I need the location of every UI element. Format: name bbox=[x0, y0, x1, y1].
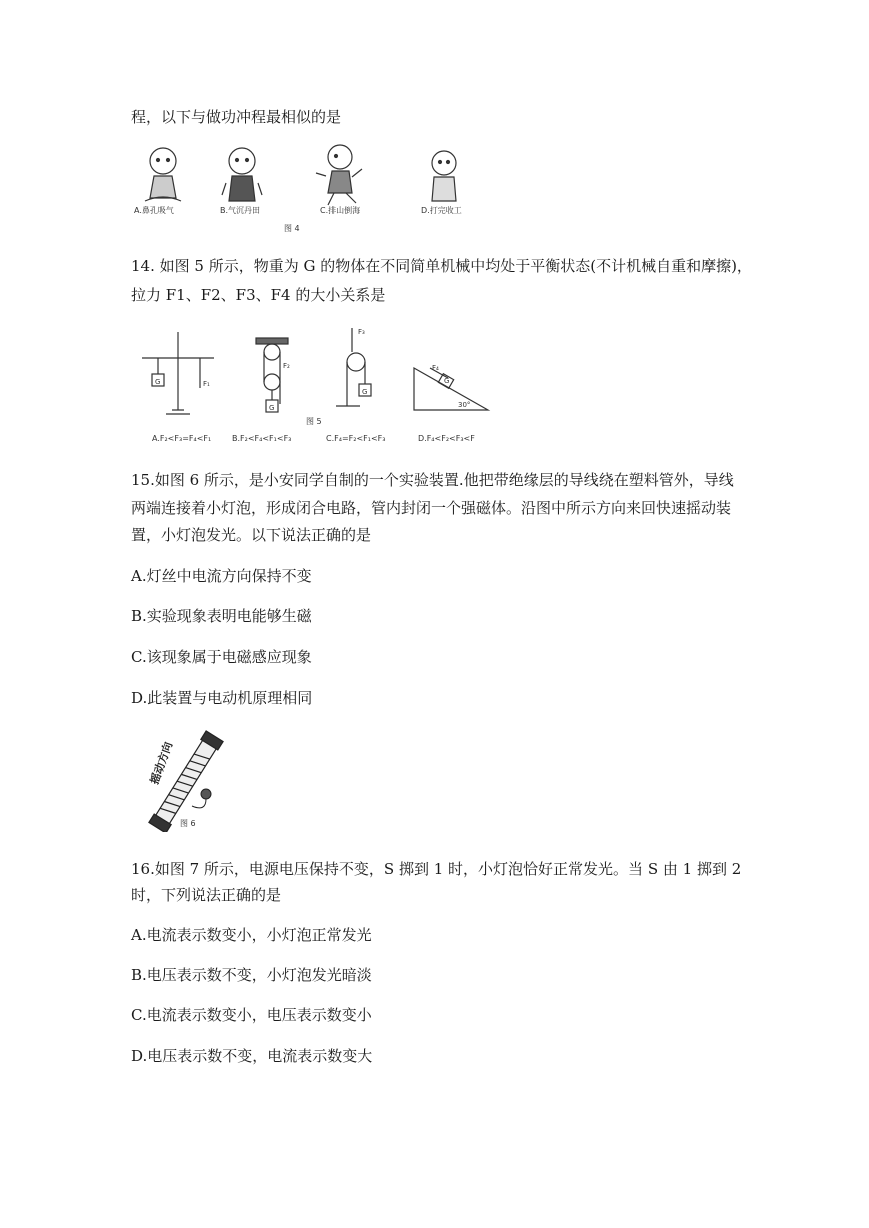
figure-5-lever bbox=[142, 332, 214, 414]
figure-4 bbox=[130, 143, 490, 235]
figure-4-illustrations bbox=[130, 143, 490, 213]
question-15-option-b: B.实验现象表明电能够生磁 bbox=[131, 607, 312, 625]
figure-5-incline bbox=[414, 364, 488, 410]
figure-4-child-d bbox=[432, 151, 456, 201]
figure-5-lever-weight-label: G bbox=[155, 378, 161, 386]
question-15-option-d: D.此装置与电动机原理相同 bbox=[131, 689, 313, 707]
figure-5-pulley-system bbox=[256, 338, 290, 412]
question-15-option-a: A.灯丝中电流方向保持不变 bbox=[131, 567, 312, 585]
figure-4-child-c bbox=[316, 145, 362, 205]
question-16-line-1: 16.如图 7 所示，电源电压保持不变，S 掷到 1 时，小灯泡恰好正常发光。当 S 由 1 掷到 2 bbox=[131, 860, 742, 878]
figure-4-child-b bbox=[222, 148, 262, 201]
question-16-option-a: A.电流表示数变小，小灯泡正常发光 bbox=[131, 926, 372, 944]
figure-5-fixed-pulley bbox=[336, 328, 371, 406]
figure-5-incline-weight-label: G bbox=[444, 377, 450, 385]
figure-4-option-b: B.气沉丹田 bbox=[220, 206, 261, 215]
question-15-line-3: 置，小灯泡发光。以下说法正确的是 bbox=[131, 526, 372, 544]
figure-5-f1-label: F₁ bbox=[203, 380, 210, 388]
figure-5-machines bbox=[138, 322, 498, 430]
figure-5-option-a: A.F₂<F₃=F₄<F₁ bbox=[152, 434, 212, 443]
question-15-option-c: C.该现象属于电磁感应现象 bbox=[131, 648, 312, 666]
question-15-line-1: 15.如图 6 所示，是小安同学自制的一个实验装置.他把带绝缘层的导线绕在塑料管外，导线 bbox=[131, 471, 734, 489]
figure-6-coil-device bbox=[130, 728, 230, 832]
figure-5-option-c: C.F₄=F₂<F₁<F₃ bbox=[326, 434, 386, 443]
figure-4-option-a: A.鼻孔吸气 bbox=[134, 206, 174, 215]
question-16-option-d: D.电压表示数不变，电流表示数变大 bbox=[131, 1047, 373, 1065]
figure-5-angle-label: 30° bbox=[458, 401, 471, 409]
figure-5-pulley-weight-label: G bbox=[269, 404, 275, 412]
figure-5 bbox=[138, 322, 498, 447]
figure-6-shake-direction-label: 摇动方向 bbox=[147, 740, 176, 787]
figure-5-f4-label: F₄ bbox=[432, 364, 439, 372]
figure-6 bbox=[130, 728, 230, 832]
question-13-continuation: 程，以下与做功冲程最相似的是 bbox=[131, 108, 342, 126]
question-15-line-2: 两端连接着小灯泡，形成闭合电路，管内封闭一个强磁体。沿图中所示方向来回快速摇动装 bbox=[131, 499, 732, 517]
figure-5-f3-label: F₃ bbox=[358, 328, 365, 336]
figure-6-caption: 图 6 bbox=[180, 819, 196, 828]
question-16-option-b: B.电压表示数不变，小灯泡发光暗淡 bbox=[131, 966, 372, 984]
figure-5-fixed-weight-label: G bbox=[362, 388, 368, 396]
figure-5-option-d: D.F₄<F₂<F₃<F bbox=[418, 434, 475, 443]
figure-5-option-b: B.F₂<F₄<F₁<F₃ bbox=[232, 434, 292, 443]
question-16-option-c: C.电流表示数变小，电压表示数变小 bbox=[131, 1006, 372, 1024]
figure-4-caption: 图 4 bbox=[284, 224, 300, 233]
figure-4-option-c: C.排山倒海 bbox=[320, 206, 361, 215]
figure-5-caption: 图 5 bbox=[306, 417, 322, 426]
figure-4-child-a bbox=[145, 148, 181, 201]
question-16-line-2: 时，下列说法正确的是 bbox=[131, 886, 282, 904]
question-14-line-1: 14. 如图 5 所示，物重为 G 的物体在不同简单机械中均处于平衡状态(不计机械自重和摩擦)， bbox=[131, 257, 752, 275]
figure-5-f2-label: F₂ bbox=[283, 362, 290, 370]
figure-4-option-d: D.打完收工 bbox=[421, 206, 462, 215]
question-14-line-2: 拉力 F1、F2、F3、F4 的大小关系是 bbox=[131, 286, 386, 304]
